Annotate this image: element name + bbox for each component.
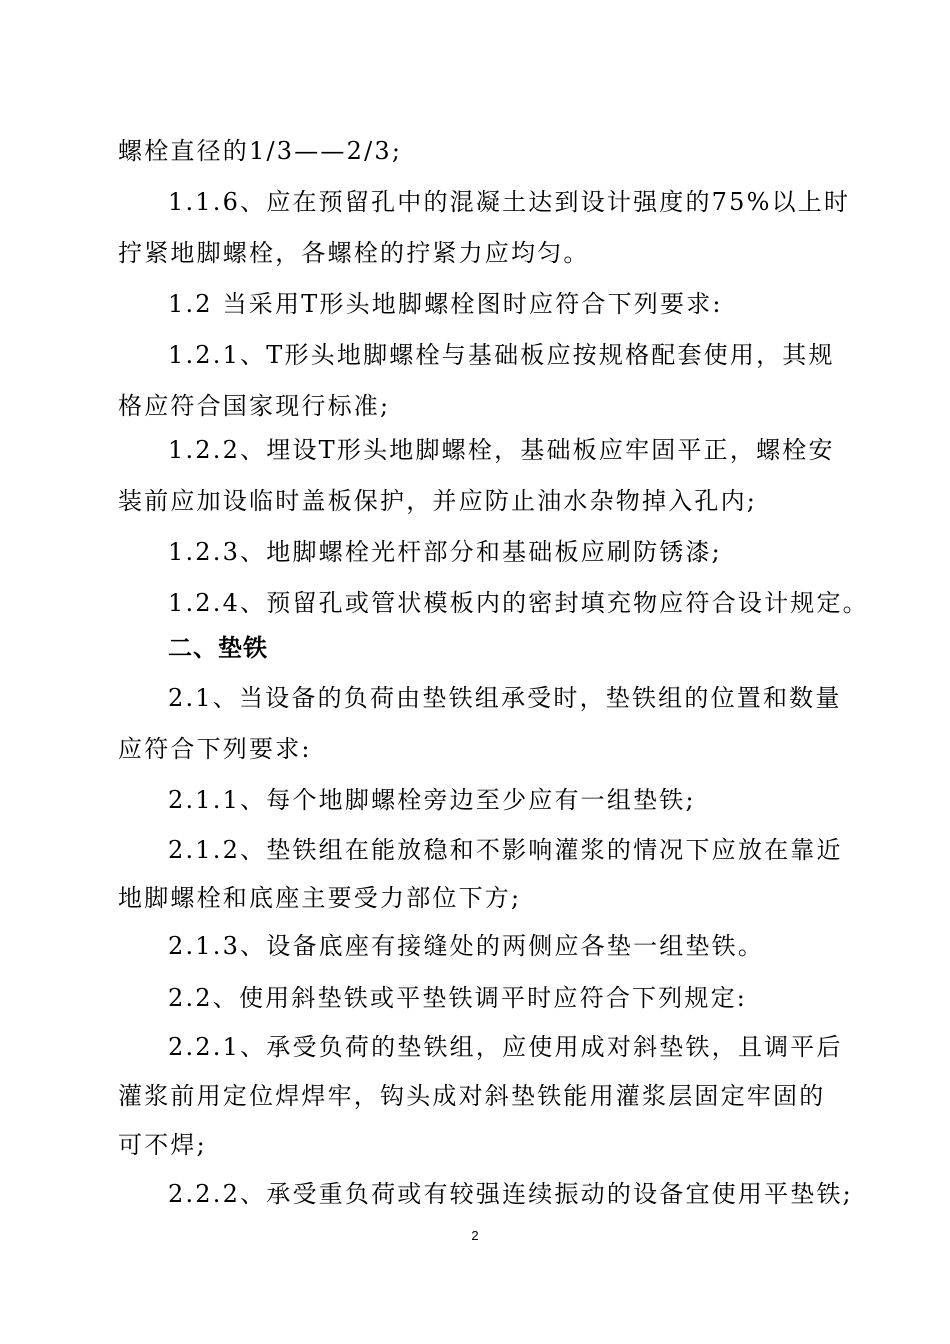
text-line-18: 2.2、使用斜垫铁或平垫铁调平时应符合下列规定: [168, 984, 748, 1012]
section-heading-dianti: 二、垫铁 [168, 634, 268, 662]
text-line-10: 1.2.4、预留孔或管状模板内的密封填充物应符合设计规定。 [168, 589, 869, 617]
text-line-1: 螺栓直径的1/3——2/3; [118, 137, 403, 165]
text-line-8: 装前应加设临时盖板保护，并应防止油水杂物掉入孔内; [118, 487, 758, 515]
text-line-3: 拧紧地脚螺栓，各螺栓的拧紧力应均匀。 [118, 239, 590, 267]
text-line-16: 地脚螺栓和底座主要受力部位下方; [118, 884, 522, 912]
text-line-17: 2.1.3、设备底座有接缝处的两侧应各垫一组垫铁。 [168, 932, 765, 960]
page-number: 2 [471, 1228, 479, 1243]
text-line-14: 2.1.1、每个地脚螺栓旁边至少应有一组垫铁; [168, 786, 696, 814]
text-line-5: 1.2.1、T形头地脚螺栓与基础板应按规格配套使用，其规 [168, 341, 835, 369]
text-line-12: 2.1、当设备的负荷由垫铁组承受时，垫铁组的位置和数量 [168, 684, 842, 712]
text-line-6: 格应符合国家现行标准; [118, 392, 391, 420]
text-line-21: 可不焊; [118, 1131, 207, 1159]
text-line-15: 2.1.2、垫铁组在能放稳和不影响灌浆的情况下应放在靠近 [168, 836, 843, 864]
text-line-13: 应符合下列要求: [118, 735, 312, 763]
text-line-7: 1.2.2、埋设T形头地脚螺栓，基础板应牢固平正，螺栓安 [168, 436, 835, 464]
text-line-19: 2.2.1、承受负荷的垫铁组，应使用成对斜垫铁，且调平后 [168, 1033, 843, 1061]
text-line-22: 2.2.2、承受重负荷或有较强连续振动的设备宜使用平垫铁; [168, 1180, 853, 1208]
text-line-2: 1.1.6、应在预留孔中的混凝土达到设计强度的75%以上时 [168, 188, 851, 216]
text-line-4: 1.2 当采用T形头地脚螺栓图时应符合下列要求: [168, 290, 723, 318]
text-line-9: 1.2.3、地脚螺栓光杆部分和基础板应刷防锈漆; [168, 538, 722, 566]
text-line-20: 灌浆前用定位焊焊牢，钩头成对斜垫铁能用灌浆层固定牢固的 [118, 1082, 826, 1110]
